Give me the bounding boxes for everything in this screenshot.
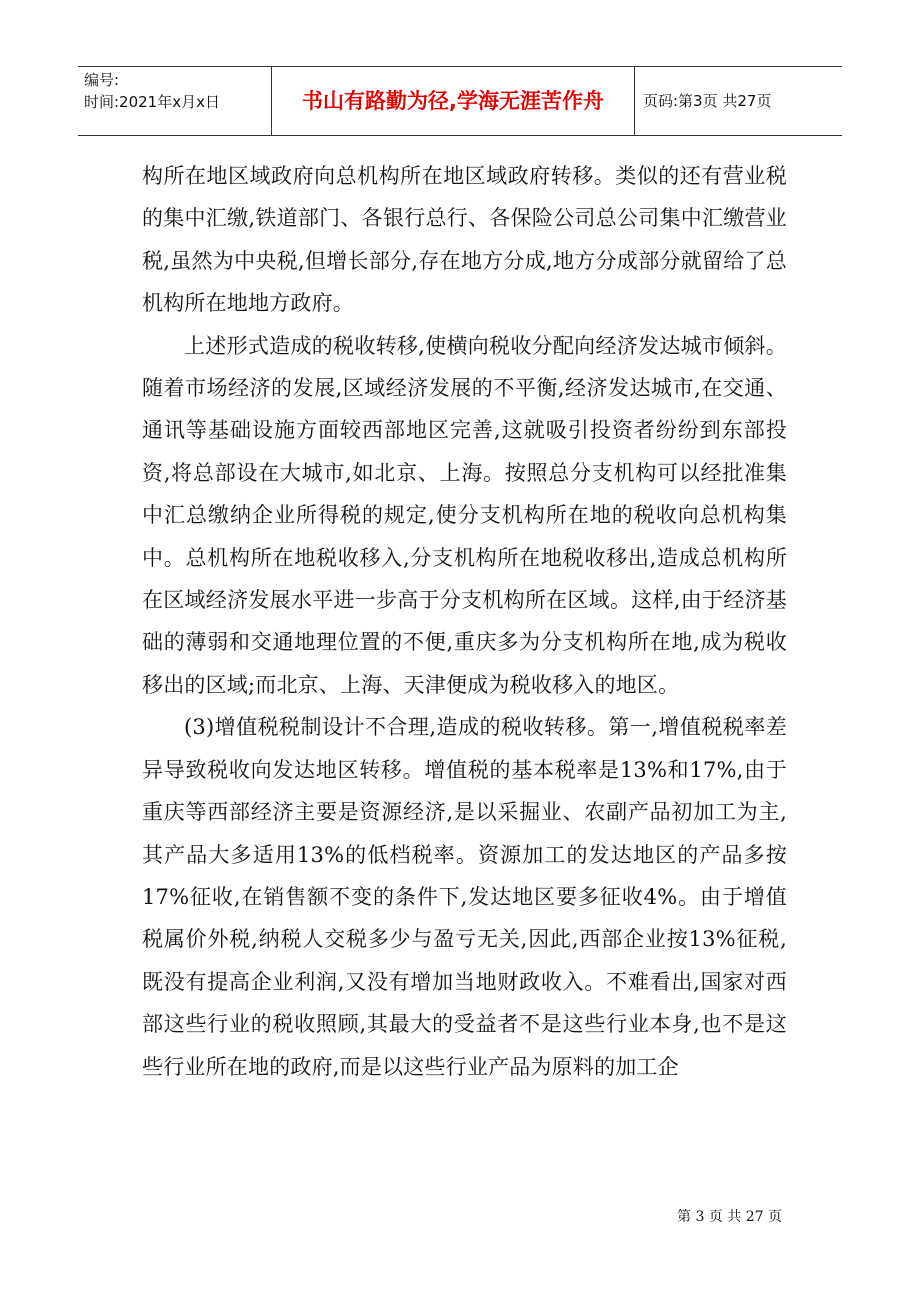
document-number-label: 编号: [84, 71, 120, 89]
document-body [142, 155, 787, 1088]
header-page-number: 页码:第3页 共27页 [643, 92, 772, 110]
body-paragraph-2: 上述形式造成的税收转移,使横向税收分配向经济发达城市倾斜。随着市场经济的发展,区域经济发展的不平衡,经济发达城市,在交通、通讯等基础设施方面较西部地区完善,这就吸引投资者纷纷到东部投资,将总部设在大城市,如北京、上海。按照总分支机构可以经批准集中汇总缴纳企业所得税的规定,使分支机构所在地的税收向总机构集中。总机构所在地税收移入,分支机构所在地税收移出,造成总机构所在区域经济发展水平进一步高于分支机构所在区域。这样,由于经济基础的薄弱和交通地理位置的不便,重庆多为分支机构所在地,成为税收移出的区域;而北京、上海、天津便成为税收移入的地区。 [142, 333, 787, 697]
body-paragraph-1: 构所在地区域政府向总机构所在地区域政府转移。类似的还有营业税的集中汇缴,铁道部门、各银行总行、各保险公司总公司集中汇缴营业税,虽然为中央税,但增长部分,存在地方分成,地方分成部分就留给了总机构所在地地方政府。 [142, 164, 787, 316]
page-footer: 第 3 页 共 27 页 [677, 1209, 782, 1225]
header-divider [634, 67, 635, 135]
body-paragraph-3: (3)增值税税制设计不合理,造成的税收转移。第一,增值税税率差异导致税收向发达地区转移。增值税的基本税率是13%和17%,由于重庆等西部经济主要是资源经济,是以采掘业、农副产品初加工为主,其产品大多适用13%的低档税率。资源加工的发达地区的产品多按17%征收,在销售额不变的条件下,发达地区要多征收4%。由于增值税属价外税,纳税人交税多少与盈亏无关,因此,西部企业按13%征税,既没有提高企业利润,又没有增加当地财政收入。不难看出,国家对西部这些行业的税收照顾,其最大的受益者不是这些行业本身,也不是这些行业所在地的政府,而是以这些行业产品为原料的加工企 [142, 715, 787, 1079]
page-header [78, 66, 842, 136]
header-motto: 书山有路勤为径,学海无涯苦作舟 [302, 89, 604, 113]
header-meta [84, 69, 270, 113]
document-time-label: 时间:2021年x月x日 [84, 93, 220, 111]
